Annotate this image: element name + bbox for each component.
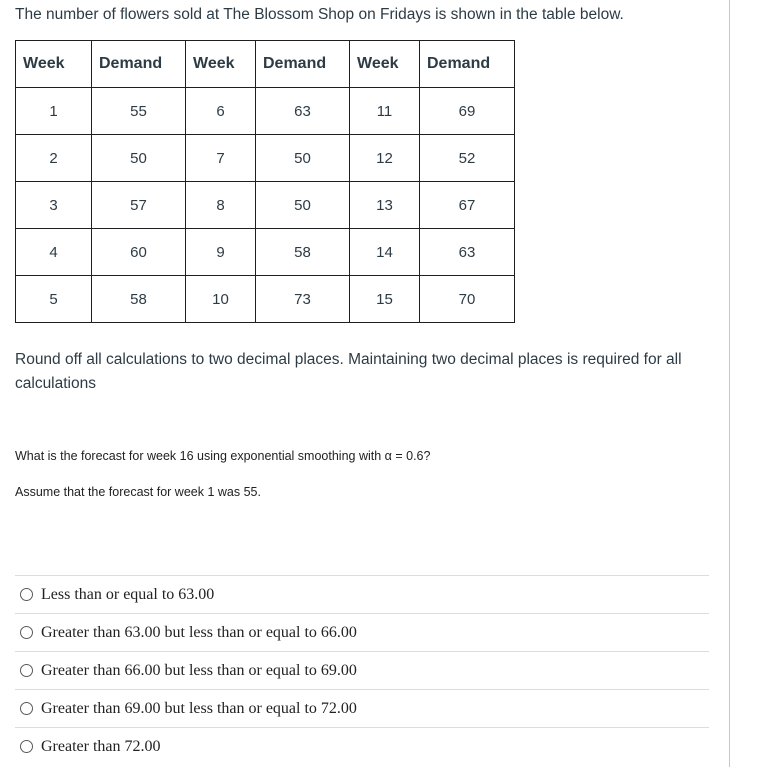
answer-label[interactable]: Greater than 72.00 [41,737,161,755]
cell-demand: 58 [256,229,350,276]
radio-button[interactable] [20,664,33,677]
cell-week: 3 [16,182,92,229]
radio-button[interactable] [20,588,33,601]
cell-week: 4 [16,229,92,276]
rounding-note: Round off all calculations to two decimal places. Maintaining two decimal places is required for all calculations [15,351,682,392]
cell-demand: 58 [92,276,186,323]
radio-button[interactable] [20,702,33,715]
cell-week: 9 [186,229,256,276]
header-demand-3: Demand [420,41,515,88]
answer-label[interactable]: Greater than 69.00 but less than or equal to 72.00 [41,699,357,717]
answer-option[interactable] [15,576,709,614]
cell-demand: 69 [420,88,515,135]
header-demand-1: Demand [92,41,186,88]
header-week-2: Week [186,41,256,88]
header-week-1: Week [16,41,92,88]
cell-demand: 63 [256,88,350,135]
answer-label[interactable]: Greater than 66.00 but less than or equal to 69.00 [41,661,357,679]
question-text: What is the forecast for week 16 using exponential smoothing with α = 0.6? [15,449,431,463]
cell-demand: 63 [420,229,515,276]
cell-week: 8 [186,182,256,229]
answer-option[interactable] [15,652,709,690]
cell-week: 5 [16,276,92,323]
table-row [16,88,515,135]
assumption-text: Assume that the forecast for week 1 was 55. [15,485,261,499]
answer-option[interactable] [15,728,709,765]
cell-demand: 50 [256,182,350,229]
cell-demand: 70 [420,276,515,323]
answer-option[interactable] [15,614,709,652]
cell-week: 11 [350,88,420,135]
cell-demand: 73 [256,276,350,323]
cell-week: 7 [186,135,256,182]
answer-label[interactable]: Less than or equal to 63.00 [41,585,215,603]
cell-demand: 67 [420,182,515,229]
cell-demand: 57 [92,182,186,229]
table-row [16,135,515,182]
cell-week: 12 [350,135,420,182]
cell-demand: 60 [92,229,186,276]
table-row [16,276,515,323]
cell-week: 10 [186,276,256,323]
header-week-3: Week [350,41,420,88]
header-demand-2: Demand [256,41,350,88]
answer-label[interactable]: Greater than 63.00 but less than or equal to 66.00 [41,623,357,641]
cell-demand: 50 [92,135,186,182]
cell-demand: 52 [420,135,515,182]
cell-week: 15 [350,276,420,323]
table-row [16,182,515,229]
table-row [16,229,515,276]
right-divider [729,0,730,767]
cell-week: 1 [16,88,92,135]
cell-week: 14 [350,229,420,276]
cell-demand: 55 [92,88,186,135]
cell-week: 2 [16,135,92,182]
intro-text: The number of flowers sold at The Blossom Shop on Fridays is shown in the table below. [15,6,624,23]
radio-button[interactable] [20,626,33,639]
cell-week: 13 [350,182,420,229]
cell-week: 6 [186,88,256,135]
demand-table [15,40,515,323]
table-header-row [16,41,515,88]
answer-options [15,575,709,765]
radio-button[interactable] [20,740,33,753]
answer-option[interactable] [15,690,709,728]
cell-demand: 50 [256,135,350,182]
